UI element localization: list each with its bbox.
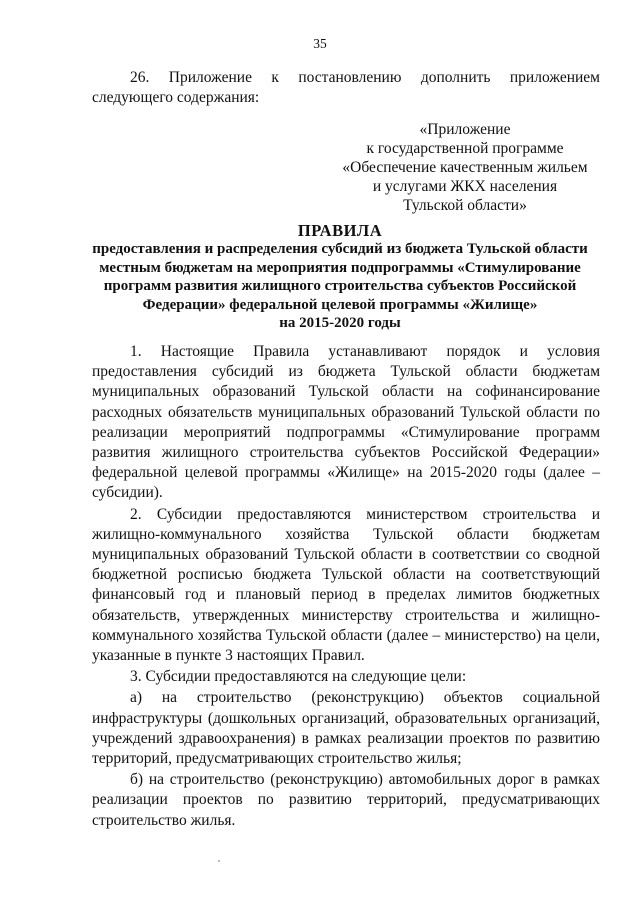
rules-subtitle-line: программ развития жилищного строительства субъектов Российской bbox=[103, 278, 577, 294]
page-number: 35 bbox=[313, 36, 327, 51]
paragraph-1: 1. Настоящие Правила устанавливают порядок и условия предоставления субсидий из бюджета Тульской области бюджетам муниципальных образований Тульской области на софинансирование расходных обязательств муниципальных образований Тульской области по реализации мероприятий подпрограммы «Стимулирование программ развития жилищного строительства субъектов Российской Федерации» федеральной целевой программы «Жилище» на 2015-2020 годы (далее – субсидии). bbox=[92, 343, 600, 502]
rules-subtitle-line: предоставления и распределения субсидий из бюджета Тульской области bbox=[92, 241, 588, 257]
rules-body bbox=[92, 342, 600, 831]
paragraph-3b: б) на строительство (реконструкцию) автомобильных дорог в рамках реализации проектов по развитию территорий, предусматривающих строительство жилья. bbox=[92, 771, 600, 829]
rules-subtitle bbox=[80, 240, 600, 333]
rules-title: ПРАВИЛА bbox=[297, 221, 383, 240]
scan-speck bbox=[218, 860, 220, 862]
appendix-line: к государственной программе bbox=[366, 140, 564, 157]
rules-subtitle-line: на 2015-2020 годы bbox=[279, 315, 401, 331]
appendix-line: Тульской области» bbox=[403, 197, 527, 214]
rules-subtitle-line: Федерации» федеральной целевой программы «Жилище» bbox=[142, 296, 538, 313]
amendment-intro: 26. Приложение к постановлению дополнить приложением следующего содержания: bbox=[92, 69, 600, 106]
paragraph-2: 2. Субсидии предоставляются министерством строительства и жилищно-коммунального хозяйства Тульской области бюджетам муниципальных образований Тульской области в соответствии со сводной бюджетной росписью бюджета Тульской области на соответствующий финансовый год и плановый период в пределах лимитов бюджетных обязательств, утвержденных министерству строительства и жилищно-коммунального хозяйства Тульской области (далее – министерство) на цели, указанные в пункте 3 настоящих Правил. bbox=[92, 505, 600, 665]
paragraph-3: 3. Субсидии предоставляются на следующие цели: bbox=[130, 668, 467, 686]
appendix-line: «Приложение bbox=[419, 121, 511, 138]
paragraph-3a: а) на строительство (реконструкцию) объектов социальной инфраструктуры (дошкольных организаций, образовательных организаций, учреждений здравоохранения) в рамках реализации проектов по развитию территорий, предусматривающих строительство жилья; bbox=[92, 689, 600, 768]
appendix-header bbox=[330, 120, 600, 215]
rules-subtitle-line: местным бюджетам на мероприятия подпрограммы «Стимулирование bbox=[99, 259, 581, 276]
appendix-line: «Обеспечение качественным жильем bbox=[342, 159, 588, 176]
appendix-line: и услугами ЖКХ населения bbox=[372, 178, 558, 195]
